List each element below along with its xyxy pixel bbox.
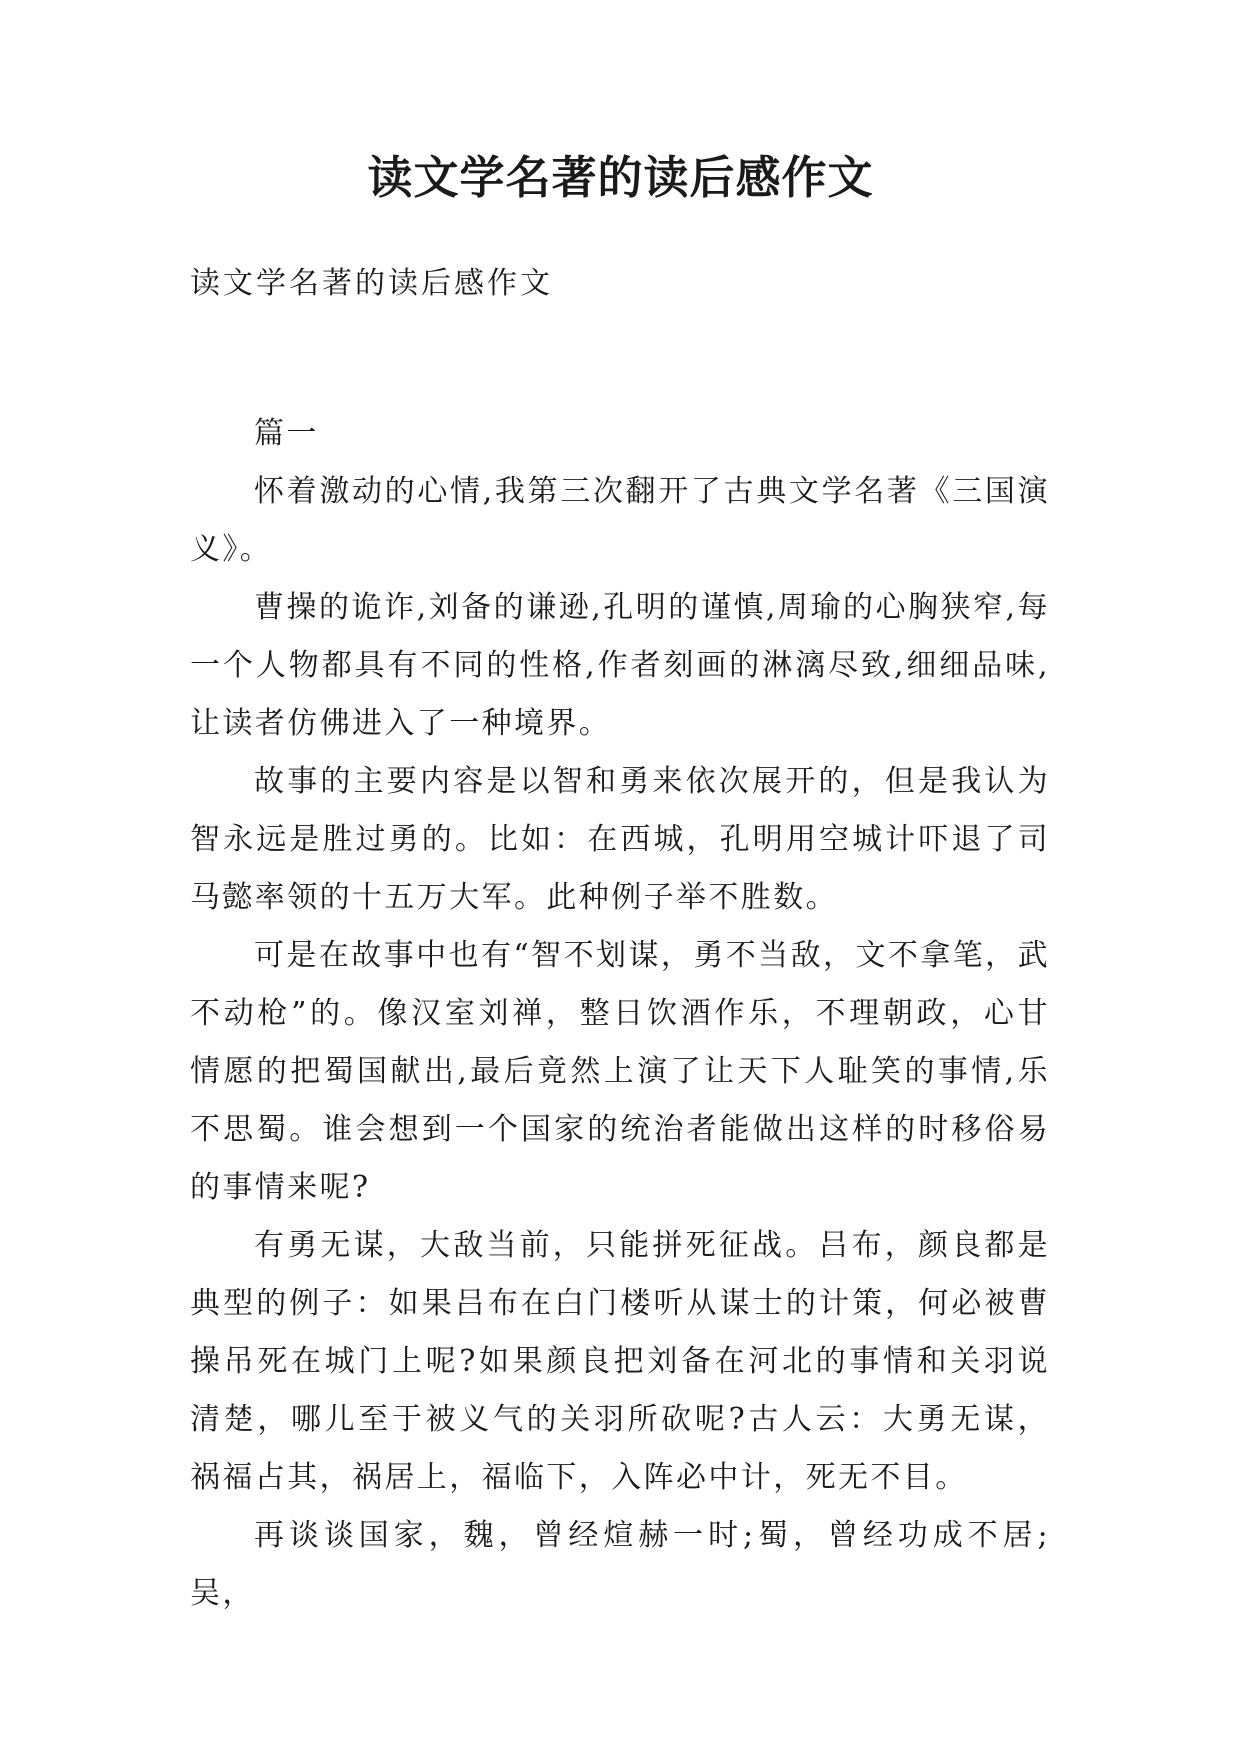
paragraph: 曹操的诡诈,刘备的谦逊,孔明的谨慎,周瑜的心胸狭窄,每一个人物都具有不同的性格,作者刻画的淋漓尽致,细细品味,让读者仿佛进入了一种境界。 bbox=[190, 590, 1050, 741]
paragraph: 可是在故事中也有“智不划谋，勇不当敌，文不拿笔，武不动枪”的。像汉室刘禅，整日饮酒作乐，不理朝政，心甘情愿的把蜀国献出,最后竟然上演了让天下人耻笑的事情,乐不思蜀。谁会想到一个国家的统治者能做出这样的时移俗易的事情来呢? bbox=[190, 938, 1050, 1205]
paragraph: 有勇无谋，大敌当前，只能拼死征战。吕布，颜良都是典型的例子：如果吕布在白门楼听从谋士的计策，何必被曹操吊死在城门上呢?如果颜良把刘备在河北的事情和关羽说清楚，哪儿至于被义气的关羽所砍呢?古人云：大勇无谋，祸福占其，祸居上，福临下，入阵必中计，死无不目。 bbox=[190, 1228, 1050, 1495]
section-label: 篇一 bbox=[254, 416, 319, 451]
document-subtitle: 读文学名著的读后感作文 bbox=[190, 266, 553, 301]
document-title: 读文学名著的读后感作文 bbox=[367, 151, 874, 204]
document-body bbox=[190, 405, 1050, 1623]
paragraph: 再谈谈国家，魏，曾经煊赫一时;蜀，曾经功成不居;吴， bbox=[190, 1518, 1050, 1611]
paragraph: 故事的主要内容是以智和勇来依次展开的，但是我认为智永远是胜过勇的。比如：在西城，孔明用空城计吓退了司马懿率领的十五万大军。此种例子举不胜数。 bbox=[190, 764, 1050, 915]
paragraph: 怀着激动的心情,我第三次翻开了古典文学名著《三国演义》。 bbox=[190, 474, 1050, 567]
